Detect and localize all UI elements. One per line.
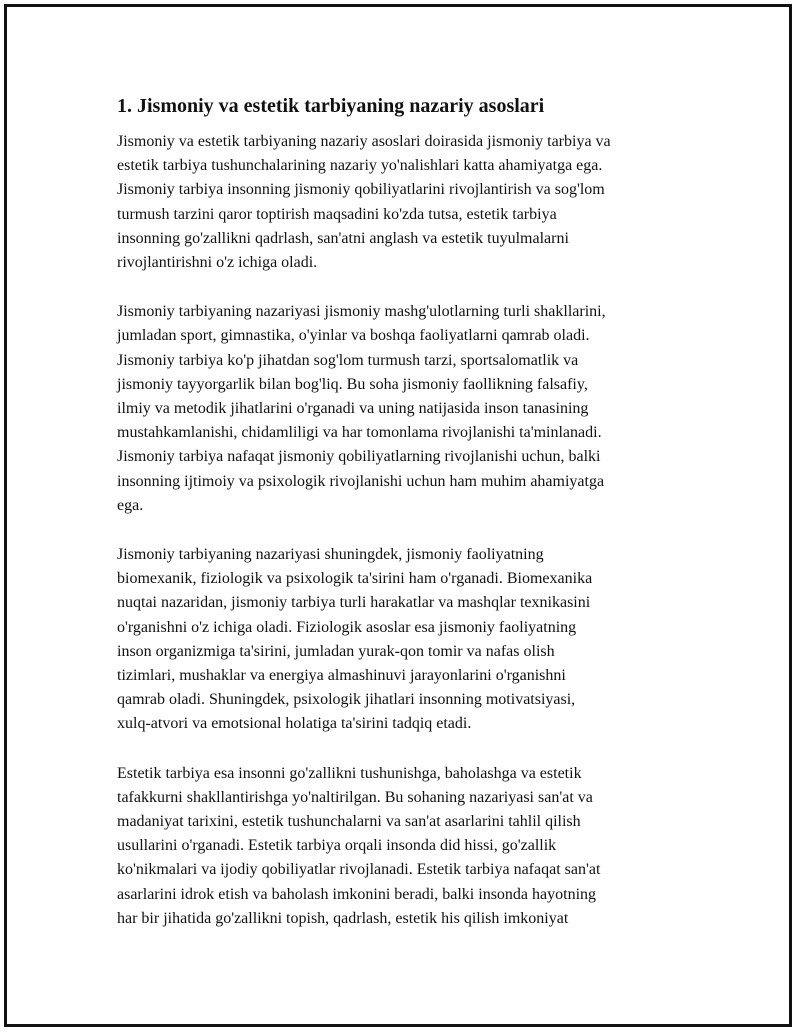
- paragraph-2: Jismoniy tarbiyaning nazariyasi jismoniy mashg'ulotlarning turli shakllarini, jumladan sport, gimnastika, o'yinlar va boshqa faoliyatlarni qamrab oladi. Jismoniy tarbiya ko'p jihatdan sog'lom turmush tarzi, sportsalomatlik va jismoniy tayyorgarlik bilan bog'liq. Bu soha jismoniy faollikning falsafiy, ilmiy va metodik jihatlarini o'rganadi va uning natijasida inson tanasining mustahkamlanishi, chidamliligi va har tomonlama rivojlanishi ta'minlanadi. Jismoniy tarbiya nafaqat jismoniy qobiliyatlarning rivojlanishi uchun, balki insonning ijtimoiy va psixologik rivojlanishi uchun ham muhim ahamiyatga ega.: [117, 303, 606, 514]
- section-heading: 1. Jismoniy va estetik tarbiyaning nazariy asoslari: [117, 95, 545, 117]
- document-body: [117, 93, 692, 956]
- paragraph-1: Jismoniy va estetik tarbiyaning nazariy asoslari doirasida jismoniy tarbiya va estetik tarbiya tushunchalarining nazariy yo'nalishlari katta ahamiyatga ega. Jismoniy tarbiya insonning jismoniy qobiliyatlarini rivojlantirish va sog'lom turmush tarzini qaror toptirish maqsadini ko'zda tutsa, estetik tarbiya insonning go'zallikni qadrlash, san'atni anglash va estetik tuyulmalarni rivojlantirishni o'z ichiga oladi.: [117, 133, 611, 272]
- paragraph-3: Jismoniy tarbiyaning nazariyasi shuningdek, jismoniy faoliyatning biomexanik, fiziologik va psixologik ta'sirini ham o'rganadi. Biomexanika nuqtai nazaridan, jismoniy tarbiya turli harakatlar va mashqlar texnikasini o'rganishni o'z ichiga oladi. Fiziologik asoslar esa jismoniy faoliyatning inson organizmiga ta'sirini, jumladan yurak-qon tomir va nafas olish tizimlari, mushaklar va energiya almashinuvi jarayonlarini o'rganishni qamrab oladi. Shuningdek, psixologik jihatlari insonning motivatsiyasi, xulq-atvori va emotsional holatiga ta'sirini tadqiq etadi.: [117, 546, 593, 733]
- paragraph-4: Estetik tarbiya esa insonni go'zallikni tushunishga, baholashga va estetik tafakkurni shakllantirishga yo'naltirilgan. Bu sohaning nazariyasi san'at va madaniyat tarixini, estetik tushunchalarni va san'at asarlarini tahlil qilish usullarini o'rganadi. Estetik tarbiya orqali insonda did hissi, go'zallik ko'nikmalari va ijodiy qobiliyatlar rivojlanadi. Estetik tarbiya nafaqat san'at asarlarini idrok etish va baholash imkonini beradi, balki insonda hayotning har bir jihatida go'zallikni topish, qadrlash, estetik his qilish imkoniyat: [117, 764, 601, 927]
